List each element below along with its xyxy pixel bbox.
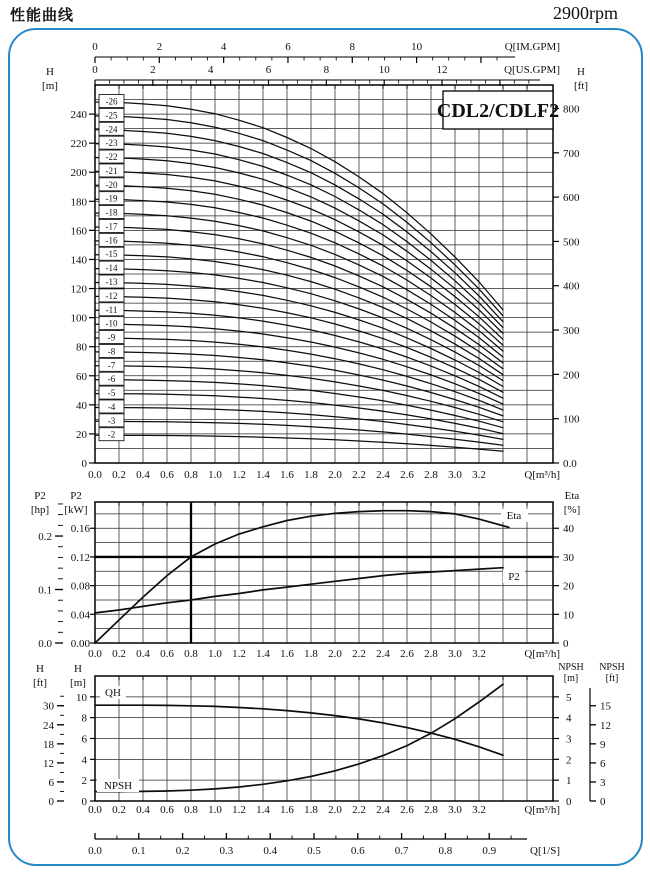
tick-label: 10: [563, 609, 574, 622]
axis-name: H: [46, 66, 54, 78]
tick-label: 0.4: [136, 469, 150, 481]
stage-label: -24: [105, 124, 118, 135]
tick-label: 2.0: [328, 804, 342, 816]
tick-label: 2.4: [376, 469, 390, 481]
tick-label: 2.8: [424, 469, 438, 481]
axis-name: [ft]: [32, 677, 48, 689]
tick-label: 20: [563, 580, 574, 593]
tick-label: 0.04: [70, 609, 90, 622]
tick-label: 12: [43, 757, 54, 770]
tick-label: 9: [600, 738, 606, 751]
npsh-chart: [33, 662, 625, 816]
tick-label: 0.12: [70, 551, 90, 564]
tick-label: 0.4: [263, 845, 278, 857]
axis-name: NPSH: [599, 662, 625, 673]
tick-label: 3: [600, 776, 606, 789]
tick-label: 220: [70, 138, 87, 151]
tick-label: 1.2: [232, 804, 246, 816]
tick-label: 0: [48, 796, 54, 808]
tick-label: 10: [76, 691, 87, 704]
tick-label: 1.2: [232, 469, 246, 481]
tick-label: 4: [207, 64, 214, 76]
tick-label: 200: [70, 167, 87, 180]
page-title: 性能曲线: [10, 6, 75, 24]
tick-label: 0.1: [38, 584, 52, 597]
tick-label: 0.6: [160, 804, 174, 816]
tick-label: 3.2: [472, 804, 486, 816]
tick-label: 100: [70, 312, 87, 325]
tick-label: 6: [285, 41, 291, 53]
tick-label: 1.8: [304, 469, 318, 481]
stage-label: -13: [105, 277, 118, 288]
tick-label: 1.2: [232, 648, 246, 660]
tick-label: 1.4: [256, 648, 270, 660]
stage-label: -12: [105, 290, 118, 301]
tick-label: 1.8: [304, 804, 318, 816]
tick-label: 160: [70, 225, 87, 238]
tick-label: 2.4: [376, 804, 390, 816]
tick-label: 200: [563, 369, 580, 382]
tick-label: 0.0: [88, 804, 102, 816]
axis-name: H: [36, 663, 44, 675]
tick-label: 0: [563, 638, 569, 650]
tick-label: 3.0: [448, 469, 462, 481]
tick-label: 24: [43, 719, 54, 732]
stage-label: -9: [107, 332, 116, 343]
tick-label: 0.3: [219, 845, 234, 857]
axis-name: [ft]: [573, 80, 589, 92]
tick-label: 60: [76, 370, 87, 383]
tick-label: 0.8: [184, 804, 198, 816]
tick-label: 2: [150, 64, 156, 76]
tick-label: 3: [566, 733, 572, 746]
stage-label: -23: [105, 138, 118, 149]
tick-label: 3.0: [448, 804, 462, 816]
axis-name: [kW]: [64, 504, 88, 516]
axis-name: H: [74, 663, 82, 675]
stage-label: -20: [105, 179, 118, 190]
stage-label: -18: [105, 207, 118, 218]
tick-label: 6: [600, 757, 606, 770]
stage-label: -4: [107, 401, 116, 412]
series-label-qh: QH: [105, 687, 121, 699]
tick-label: 10: [378, 64, 390, 76]
tick-label: 0.2: [112, 804, 126, 816]
tick-label: 500: [563, 236, 580, 249]
stage-label: -6: [107, 374, 116, 385]
tick-label: 0: [81, 796, 87, 808]
axis-name: Q[IM.GPM]: [504, 41, 560, 53]
tick-label: 1.4: [256, 804, 270, 816]
stage-label: -25: [105, 110, 118, 121]
stage-label: -21: [105, 165, 118, 176]
tick-label: 0.0: [563, 458, 577, 470]
tick-label: 0.6: [350, 845, 365, 857]
tick-label: 180: [70, 196, 87, 209]
stage-label: -10: [105, 318, 118, 329]
tick-label: 30: [43, 700, 54, 713]
tick-label: 0: [92, 64, 98, 76]
tick-label: 2.2: [352, 648, 366, 660]
stage-label: -11: [105, 304, 118, 315]
tick-label: 4: [81, 754, 87, 767]
tick-label: 15: [600, 700, 611, 713]
tick-label: 2.0: [328, 469, 342, 481]
tick-label: 6: [265, 64, 272, 76]
stage-label: -14: [105, 263, 118, 274]
tick-label: 0.0: [88, 845, 102, 857]
tick-label: 80: [76, 341, 87, 354]
tick-label: 20: [76, 428, 87, 441]
tick-label: 30: [563, 551, 574, 564]
axis-name: [m]: [563, 673, 579, 684]
speed-label: 2900rpm: [553, 3, 618, 23]
tick-label: 2.0: [328, 648, 342, 660]
tick-label: 0.6: [160, 469, 174, 481]
model-label: [437, 91, 559, 129]
flow-ls-axis: [88, 833, 560, 857]
tick-label: 40: [76, 399, 87, 412]
tick-label: 2.6: [400, 648, 414, 660]
axis-name: [m]: [42, 80, 58, 92]
tick-label: 0.2: [112, 469, 126, 481]
tick-label: 0: [92, 41, 98, 53]
stage-curves: [95, 102, 503, 451]
tick-label: 0.1: [131, 845, 146, 857]
tick-label: 400: [563, 280, 580, 293]
tick-label: 3.2: [472, 469, 486, 481]
tick-label: 300: [563, 325, 580, 338]
stage-label: -17: [105, 221, 118, 232]
tick-label: 0.9: [482, 845, 497, 857]
tick-label: 40: [563, 523, 574, 536]
tick-label: 0.2: [112, 648, 126, 660]
tick-label: 0.5: [307, 845, 321, 857]
series-label-p2: P2: [508, 571, 520, 583]
tick-label: 2.6: [400, 804, 414, 816]
tick-label: Q[m³/h]: [524, 469, 560, 481]
tick-label: 0.8: [438, 845, 453, 857]
tick-label: 0.08: [70, 580, 90, 593]
axis-name: P2: [70, 490, 82, 502]
tick-label: 1.6: [280, 648, 294, 660]
tick-label: 600: [563, 192, 580, 205]
tick-label: 3.0: [448, 648, 462, 660]
tick-label: 10: [411, 41, 423, 53]
tick-label: 0.00: [70, 638, 90, 650]
tick-label: 0.8: [184, 469, 198, 481]
axis-name: NPSH: [558, 662, 584, 673]
axis-name: H: [577, 66, 585, 78]
tick-label: 2.4: [376, 648, 390, 660]
stage-label: -5: [107, 388, 116, 399]
tick-label: 8: [349, 41, 356, 53]
tick-label: 0.6: [160, 648, 174, 660]
tick-label: 1.4: [256, 469, 270, 481]
stage-labels: [99, 95, 124, 441]
tick-label: 1.6: [280, 804, 294, 816]
tick-label: 2.8: [424, 804, 438, 816]
tick-label: 800: [563, 103, 580, 116]
tick-label: 0.0: [88, 648, 102, 660]
tick-label: 0: [566, 796, 572, 808]
series-label-eta: Eta: [506, 510, 522, 522]
tick-label: 6: [48, 776, 54, 789]
tick-label: 700: [563, 147, 580, 160]
stage-label: -19: [105, 193, 118, 204]
stage-label: -2: [107, 429, 116, 440]
model-name: CDL2/CDLF2: [436, 100, 560, 122]
tick-label: 0.0: [88, 469, 102, 481]
tick-label: 0.4: [136, 804, 150, 816]
axis-name: [hp]: [30, 504, 50, 516]
stage-label: -8: [107, 346, 116, 357]
tick-label: 4: [566, 712, 572, 725]
tick-label: 240: [70, 109, 87, 122]
tick-label: 2.6: [400, 469, 414, 481]
tick-label: 1.0: [208, 804, 222, 816]
tick-label: 1: [566, 775, 572, 788]
tick-label: 0.0: [38, 638, 52, 650]
axis-name: Q[1/S]: [530, 845, 560, 857]
tick-label: 1.0: [208, 648, 222, 660]
tick-label: 0.2: [38, 531, 52, 544]
tick-label: 120: [70, 283, 87, 296]
tick-label: 12: [600, 719, 611, 732]
tick-label: 8: [323, 64, 330, 76]
stage-label: -16: [105, 235, 118, 246]
tick-label: 12: [436, 64, 448, 76]
series-label-npsh: NPSH: [103, 780, 133, 792]
tick-label: Q[m³/h]: [524, 804, 560, 816]
tick-label: 0.2: [175, 845, 190, 857]
tick-label: 2.8: [424, 648, 438, 660]
tick-label: 100: [563, 413, 580, 426]
tick-label: 2: [81, 775, 87, 788]
stage-label: -22: [105, 152, 118, 163]
stage-label: -7: [107, 360, 116, 371]
axis-name: [m]: [70, 677, 86, 689]
tick-label: 0: [81, 458, 87, 470]
tick-label: 1.0: [208, 469, 222, 481]
stage-label: -3: [107, 415, 116, 426]
tick-label: 8: [81, 712, 87, 725]
tick-label: 6: [81, 733, 87, 746]
tick-label: 0.16: [70, 523, 90, 536]
tick-label: 2.2: [352, 469, 366, 481]
axis-name: Eta: [564, 490, 580, 502]
tick-label: 18: [43, 738, 54, 751]
axis-name: P2: [34, 490, 46, 502]
tick-label: 0.4: [136, 648, 150, 660]
tick-label: 2: [566, 754, 572, 767]
tick-label: Q[m³/h]: [524, 648, 560, 660]
power-series: [95, 509, 528, 643]
tick-label: 140: [70, 254, 87, 267]
power-chart: [31, 490, 580, 660]
axis-name: Q[US.GPM]: [504, 64, 560, 76]
tick-label: 0: [600, 796, 606, 808]
tick-label: 5: [566, 691, 572, 704]
stage-label: -15: [105, 249, 118, 260]
tick-label: 1.6: [280, 469, 294, 481]
stage-label: -26: [105, 96, 118, 107]
axis-name: [%]: [563, 504, 581, 516]
tick-label: 1.8: [304, 648, 318, 660]
tick-label: 0.8: [184, 648, 198, 660]
tick-label: 2: [156, 41, 163, 53]
tick-label: 0.7: [394, 845, 409, 857]
tick-label: 3.2: [472, 648, 486, 660]
axis-name: [ft]: [605, 673, 619, 684]
tick-label: 4: [220, 41, 227, 53]
tick-label: 2.2: [352, 804, 366, 816]
